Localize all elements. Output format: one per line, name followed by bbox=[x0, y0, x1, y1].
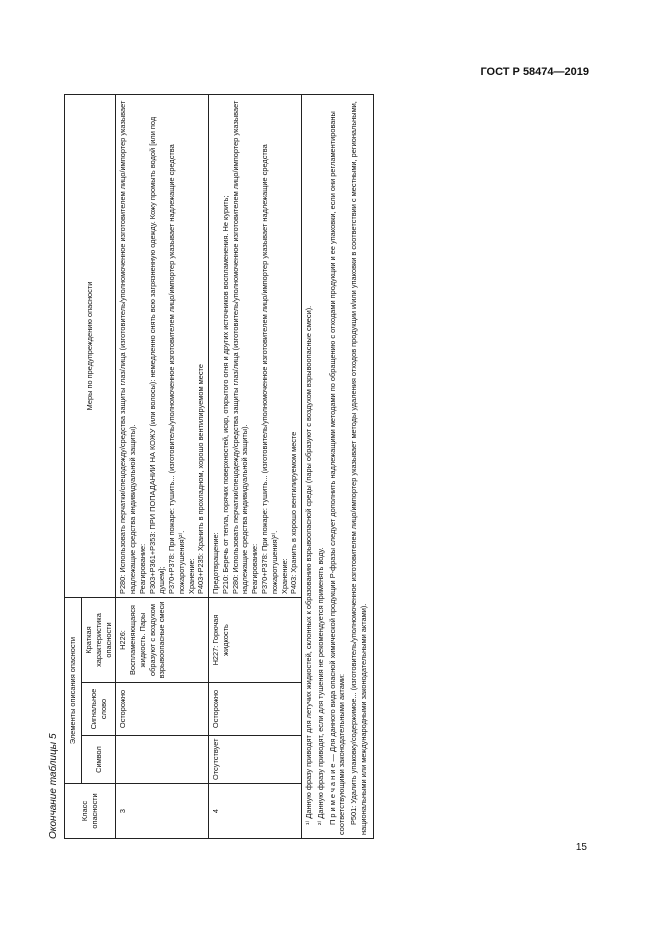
header-symbol: Символ bbox=[82, 736, 116, 784]
notes-cell bbox=[302, 95, 374, 839]
header-measures: Меры по предупреждению опасности bbox=[65, 95, 116, 598]
measure-line: Реагирование: bbox=[137, 543, 147, 594]
measure-line: Р370+Р378: При пожаре: тушить... (изготовитель/уполномоченное изготовителем лицо/импортер указывает надлежащие средства пожаротушения)²⁾. bbox=[167, 144, 186, 594]
notes-row bbox=[302, 95, 374, 839]
table-row bbox=[209, 95, 302, 839]
cell-brief: Н226: Воспламеняющаяся жидкость. Пары образуют с воздухом взрывоопасные смеси bbox=[116, 597, 209, 682]
cell-symbol: Отсутствует bbox=[209, 736, 302, 784]
cell-measures bbox=[116, 95, 209, 598]
measure-line: Р403: Хранить в хорошо вентилируемом месте bbox=[289, 431, 299, 594]
document-id: ГОСТ Р 58474—2019 bbox=[480, 66, 589, 78]
header-brief: Краткая характеристика опасности bbox=[82, 597, 116, 682]
measure-line: Хранение: bbox=[279, 558, 289, 594]
footnote-1: ¹⁾ Данную фразу приводят для летучих жидкостей, склонных к образованию взрывоопасной среды (пары образуют с воздухом взрывоопасные смеси). bbox=[304, 305, 314, 825]
page-number: 15 bbox=[575, 842, 587, 853]
cell-signal: Осторожно bbox=[209, 683, 302, 736]
cell-symbol bbox=[116, 736, 209, 784]
table-caption: Окончание таблицы 5 bbox=[48, 733, 59, 839]
measure-line: Р280: Использовать перчатки/спецодежду/средства защиты глаз/лица (изготовитель/уполномоченное изготовителем лицо/импортер указывает надлежащие средства индивидуальной защиты). bbox=[118, 100, 138, 594]
note-paragraph: П р и м е ч а н и е — Для данного вида опасной химической продукции Р-фразы следует дополнить надлежащими методами по обращению с отходами продукции и ее упаковки, если они регламентированы соответствующими законодательными актами: bbox=[327, 111, 347, 835]
rotated-table-block bbox=[47, 94, 507, 839]
measure-line: Предотвращение: bbox=[211, 532, 221, 594]
header-class: Класс опасности bbox=[65, 784, 116, 839]
measure-line: Реагирование: bbox=[250, 543, 260, 594]
cell-signal: Осторожно bbox=[116, 683, 209, 736]
footnote-2: ²⁾ Данную фразу приводят, если для тушения не рекомендуется применять воду. bbox=[315, 547, 325, 825]
cell-measures bbox=[209, 95, 302, 598]
header-row-1 bbox=[65, 95, 82, 839]
measure-line: Р210: Беречь от тепла, горячих поверхностей, искр, открытого огня и других источников воспламенения. Не курить; bbox=[220, 195, 230, 594]
header-signal: Сигнальное слово bbox=[82, 683, 116, 736]
cell-class: 3 bbox=[116, 784, 209, 839]
cell-brief: Н227: Горючая жидкость bbox=[209, 597, 302, 682]
hazard-table bbox=[64, 94, 374, 839]
p501-paragraph: Р501: Удалить упаковку/содержимое... (изготовитель/уполномоченное изготовителем лицо/импортер указывает методы удаления отходов продукции и/или упаковки в соответствии с местными, региональными, национальными или международными законодательными актами). bbox=[349, 101, 368, 835]
measure-line: Р280: Использовать перчатки/спецодежду/средства защиты глаз/лица (изготовитель/уполномоченное изготовителем лицо/импортер указывает надлежащие средства индивидуальной защиты). bbox=[230, 100, 250, 594]
table-row bbox=[116, 95, 209, 839]
header-elements-group: Элементы описания опасности bbox=[65, 597, 82, 783]
measure-line: Хранение: bbox=[186, 558, 196, 594]
measure-line: Р403+Р235: Хранить в прохладном, хорошо вентилируемом месте bbox=[196, 364, 206, 594]
measure-line: Р370+Р378: При пожаре: тушить... (изготовитель/уполномоченное изготовителем лицо/импортер указывает надлежащие средства пожаротушения)²⁾. bbox=[260, 144, 279, 594]
cell-class: 4 bbox=[209, 784, 302, 839]
measure-line: Р303+Р361+Р353: ПРИ ПОПАДАНИИ НА КОЖУ (или волосы): немедленно снять всю загрязненную одежду. Кожу промыть водой [или под душем]; bbox=[147, 116, 167, 594]
